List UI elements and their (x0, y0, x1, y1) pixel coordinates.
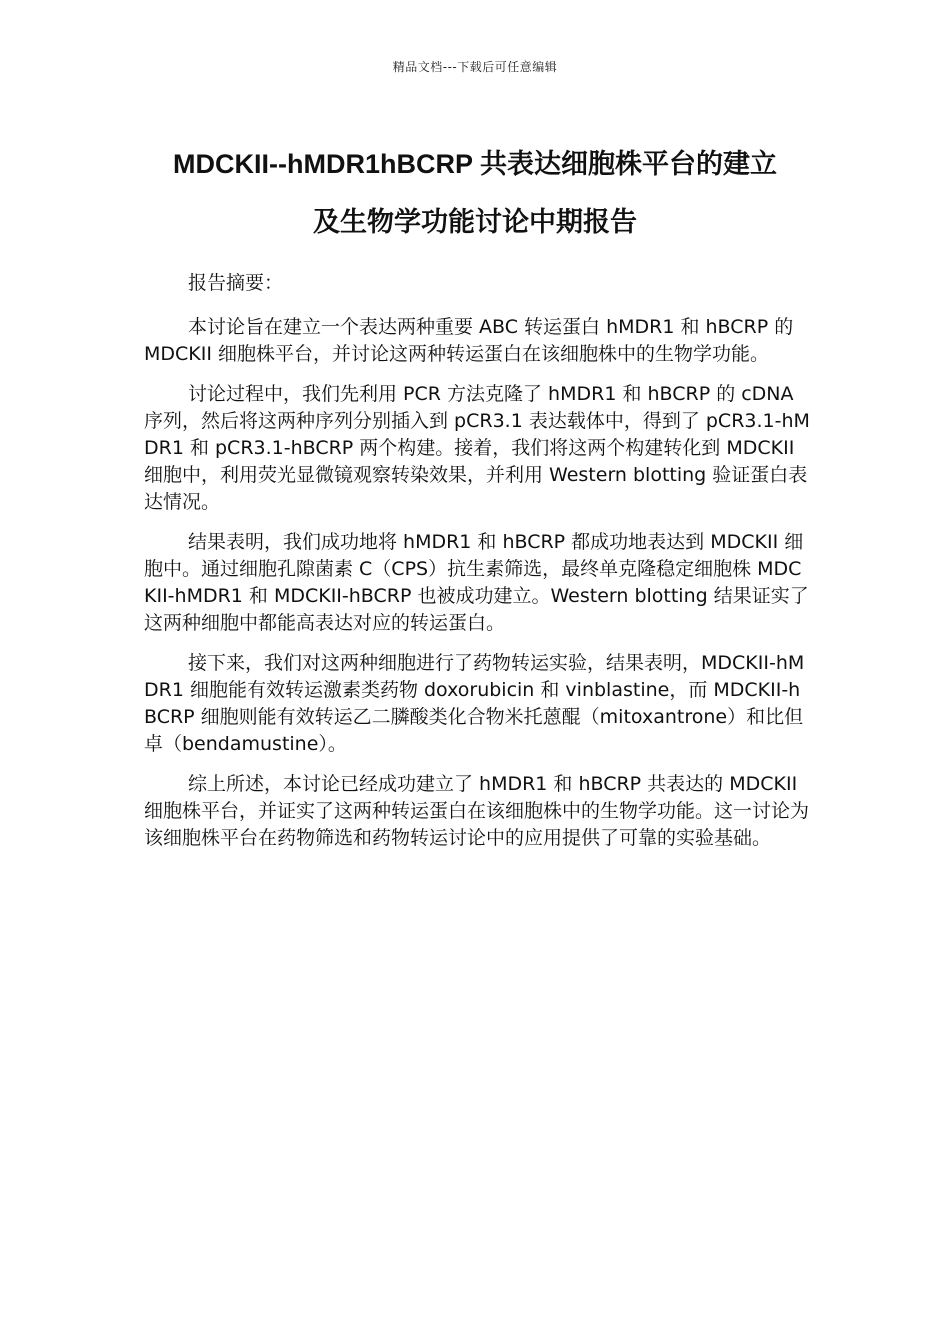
paragraph-transport: 接下来，我们对这两种细胞进行了药物转运实验，结果表明，MDCKII-hMDR1 细胞能有效转运激素类药物 doxorubicin 和 vinblastine，而 MDCKII-hBCRP 细胞则能有效转运乙二膦酸类化合物米托蒽醌（mitoxantrone）和比但卓（bendamustine）。 (144, 652, 805, 755)
paragraph-results: 结果表明，我们成功地将 hMDR1 和 hBCRP 都成功地表达到 MDCKII 细胞中。通过细胞孔隙菌素 C（CPS）抗生素筛选，最终单克隆稳定细胞株 MDCKII-hMDR1 和 MDCKII-hBCRP 也被成功建立。Western blotting 结果证实了这两种细胞中都能高表达对应的转运蛋白。 (144, 531, 809, 634)
document-body (144, 270, 812, 865)
paragraph-conclusion: 综上所述，本讨论已经成功建立了 hMDR1 和 hBCRP 共表达的 MDCKII 细胞株平台，并证实了这两种转运蛋白在该细胞株中的生物学功能。这一讨论为该细胞株平台在药物筛选和药物转运讨论中的应用提供了可靠的实验基础。 (144, 773, 810, 849)
summary-label: 报告摘要： (188, 272, 284, 294)
document-title (100, 135, 850, 251)
paragraph-intro: 本讨论旨在建立一个表达两种重要 ABC 转运蛋白 hMDR1 和 hBCRP 的 MDCKII 细胞株平台，并讨论这两种转运蛋白在该细胞株中的生物学功能。 (144, 316, 794, 365)
paragraph-methods: 讨论过程中，我们先利用 PCR 方法克隆了 hMDR1 和 hBCRP 的 cDNA 序列，然后将这两种序列分别插入到 pCR3.1 表达载体中，得到了 pCR3.1-hMDR1 和 pCR3.1-hBCRP 两个构建。接着，我们将这两个构建转化到 MDCKII 细胞中，利用荧光显微镜观察转染效果，并利用 Western blotting 验证蛋白表达情况。 (144, 383, 810, 513)
title-line-2: 及生物学功能讨论中期报告 (313, 207, 637, 237)
header-note: 精品文档---下载后可任意编辑 (392, 60, 558, 74)
title-line-1: MDCKII--hMDR1hBCRP 共表达细胞株平台的建立 (173, 149, 777, 179)
